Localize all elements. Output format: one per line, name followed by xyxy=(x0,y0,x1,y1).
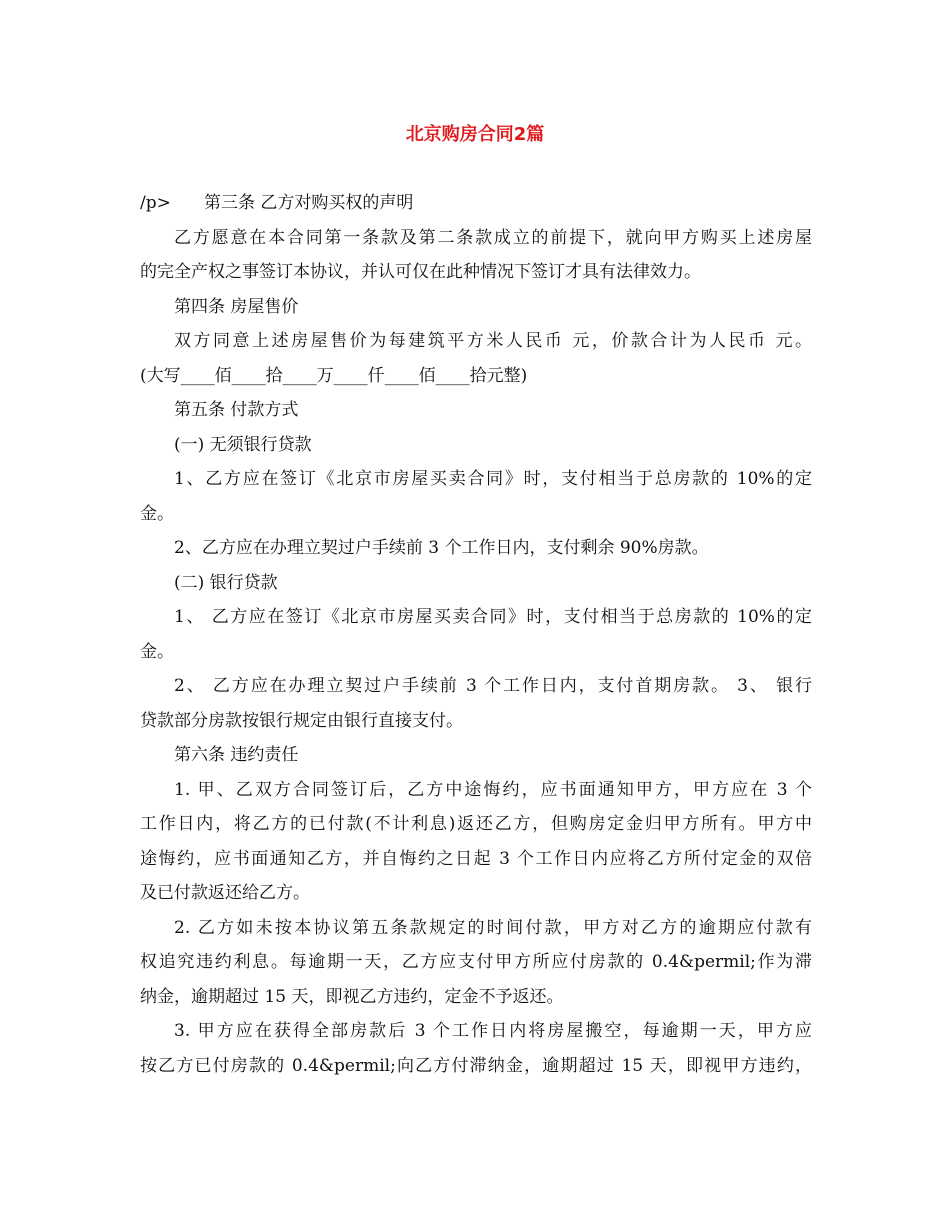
subsection-heading: (二) 银行贷款 xyxy=(174,572,278,593)
stray-html-tag: /p> xyxy=(140,193,171,213)
text-line: 及已付款返还给乙方。 xyxy=(140,883,310,903)
text-line: 乙方愿意在本合同第一条款及第二条款成立的前提下，就向甲方购买上述房屋 xyxy=(174,227,812,248)
text-line: 1. 甲、乙双方合同签订后，乙方中途悔约，应书面通知甲方，甲方应在 3 个 xyxy=(174,779,812,800)
text-line: 纳金，逾期超过 15 天，即视乙方违约，定金不予返还。 xyxy=(140,986,564,1007)
text-line: (大写____佰____拾____万____仟____佰____拾元整) xyxy=(140,365,528,386)
text-line: 按乙方已付房款的 0.4&permil;向乙方付滞纳金，逾期超过 15 天，即视甲方违约， xyxy=(140,1055,812,1076)
article-heading-4: 第四条 房屋售价 xyxy=(174,296,299,317)
text-line: 金。 xyxy=(140,641,174,662)
text-line: 贷款部分房款按银行规定由银行直接支付。 xyxy=(140,710,463,731)
text-line: 2、乙方应在办理立契过户手续前 3 个工作日内，支付剩余 90%房款。 xyxy=(174,538,709,558)
text-line: 双方同意上述房屋售价为每建筑平方米人民币 元，价款合计为人民币 元。 xyxy=(174,331,812,351)
text-line: 2. 乙方如未按本协议第五条款规定的时间付款，甲方对乙方的逾期应付款有 xyxy=(174,917,812,938)
text-line xyxy=(140,186,812,221)
document-title: 北京购房合同2篇 xyxy=(405,124,545,145)
article-heading-6: 第六条 违约责任 xyxy=(174,745,299,765)
contract-body xyxy=(140,186,812,1083)
subsection-heading: (一) 无须银行贷款 xyxy=(174,434,312,455)
text-line: 工作日内，将乙方的已付款(不计利息)返还乙方，但购房定金归甲方所有。甲方中 xyxy=(140,814,812,834)
article-heading-3: 第三条 乙方对购买权的声明 xyxy=(204,193,414,213)
text-line: 1、乙方应在签订《北京市房屋买卖合同》时，支付相当于总房款的 10%的定 xyxy=(174,469,812,489)
article-heading-5: 第五条 付款方式 xyxy=(174,400,299,420)
text-line: 的完全产权之事签订本协议，并认可仅在此种情况下签订才具有法律效力。 xyxy=(140,262,701,282)
text-line: 金。 xyxy=(140,503,174,524)
text-line: 权追究违约利息。每逾期一天，乙方应支付甲方所应付房款的 0.4&permil;作为滞 xyxy=(140,952,812,972)
text-line: 1、 乙方应在签订《北京市房屋买卖合同》时，支付相当于总房款的 10%的定 xyxy=(174,607,812,627)
text-line: 3. 甲方应在获得全部房款后 3 个工作日内将房屋搬空，每逾期一天，甲方应 xyxy=(174,1021,812,1041)
text-line: 2、 乙方应在办理立契过户手续前 3 个工作日内，支付首期房款。 3、 银行 xyxy=(174,676,812,696)
text-line: 途悔约，应书面通知乙方，并自悔约之日起 3 个工作日内应将乙方所付定金的双倍 xyxy=(140,848,812,869)
